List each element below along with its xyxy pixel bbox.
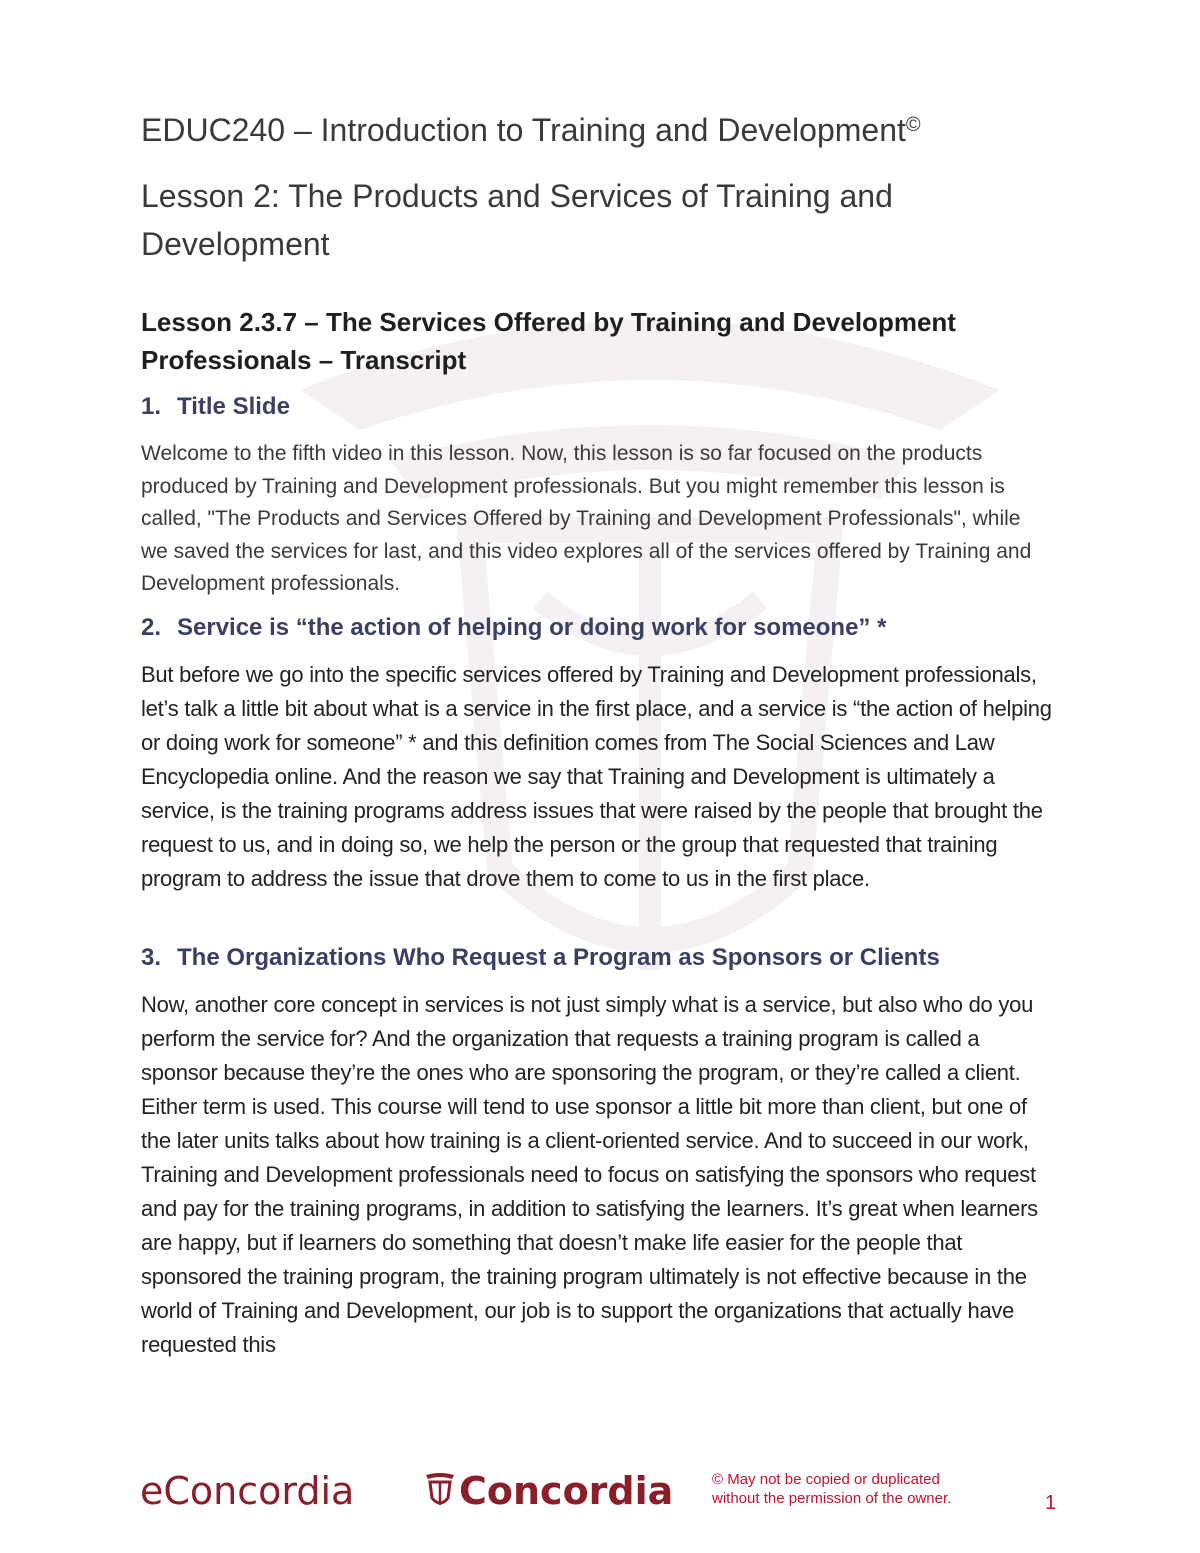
concordia-logo-text: Concordia [459, 1469, 674, 1513]
course-title [141, 112, 921, 149]
section-title: Title Slide [177, 393, 290, 420]
section-3-heading [141, 944, 1061, 972]
concordia-watermark-icon [240, 270, 1060, 1030]
page-number: 1 [1045, 1492, 1057, 1514]
copyright-line-1: © May not be copied or duplicated [712, 1471, 940, 1488]
lesson-title: Lesson 2: The Products and Services of Training and Development [141, 178, 893, 262]
section-2-paragraph: But before we go into the specific services offered by Training and Development professionals, let’s talk a little bit about what is a service in the first place, and a service is “the action of helping or doing work for someone” * and this definition comes from The Social Sciences and Law Encyclopedia online. And the reason we say that Training and Development is ultimately a service, is the training programs address issues that were raised by the people that brought the request to us, and in doing so, we help the person or the group that requested that training program to address the issue that drove them to come to us in the first place. [141, 662, 1052, 891]
copyright-notice [712, 1470, 951, 1508]
econcordia-logo-text: eConcordia [140, 1469, 355, 1513]
section-title: The Organizations Who Request a Program as Sponsors or Clients [177, 944, 940, 971]
course-title-text: EDUC240 – Introduction to Training and Development [141, 112, 906, 148]
section-3-paragraph: Now, another core concept in services is not just simply what is a service, but also who do you perform the service for? And the organization that requests a training program is called a sponsor because they’re the ones who are sponsoring the program, or they’re called a client. Either term is used. This course will tend to use sponsor a little bit more than client, but one of the later units talks about how training is a client-oriented service. And to succeed in our work, Training and Development professionals need to focus on satisfying the sponsors who request and pay for the training programs, in addition to satisfying the learners. It’s great when learners are happy, but if learners do something that doesn’t make life easier for the people that sponsored the training program, the training program ultimately is not effective because in the world of Training and Development, our job is to support the organizations that actually have requested this [141, 992, 1038, 1357]
section-number: 2. [141, 614, 162, 641]
section-1-heading [141, 393, 1061, 421]
concordia-logo [425, 1466, 673, 1516]
section-number: 3. [141, 944, 162, 971]
section-2-heading [141, 614, 1061, 642]
copyright-line-2: without the permission of the owner. [712, 1490, 952, 1507]
copyright-mark: © [905, 114, 921, 136]
transcript-heading: Lesson 2.3.7 – The Services Offered by Training and Development Professionals – Transcript [141, 307, 956, 375]
concordia-shield-icon [425, 1472, 455, 1510]
section-number: 1. [141, 393, 162, 420]
section-1-paragraph: Welcome to the fifth video in this lesson. Now, this lesson is so far focused on the products produced by Training and Development professionals. But you might remember this lesson is called, "The Products and Services Offered by Training and Development Professionals", while we saved the services for last, and this video explores all of the services offered by Training and Development professionals. [141, 442, 1032, 595]
section-title: Service is “the action of helping or doing work for someone” * [177, 614, 887, 641]
econcordia-logo [140, 1466, 354, 1516]
